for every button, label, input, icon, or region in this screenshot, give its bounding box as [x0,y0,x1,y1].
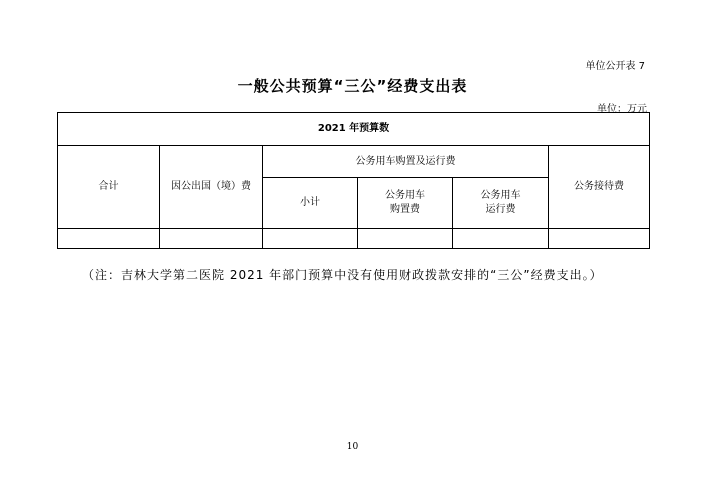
col-total-header: 合计 [58,146,160,229]
col-vehicle-operation-header: 公务用车 运行费 [453,178,549,229]
cell-vehicle-purchase [358,229,453,249]
header-row-1 [58,146,650,178]
year-header-cell: 2021 年预算数 [58,113,650,146]
form-number: 单位公开表 7 [585,61,645,72]
cell-vehicle-operation [453,229,549,249]
footnote: （注：吉林大学第二医院 2021 年部门预算中没有使用财政拨款安排的“三公”经费支出。） [82,268,603,282]
col-abroad-header: 因公出国（境）费 [160,146,263,229]
col-vehicle-purchase-header: 公务用车 购置费 [358,178,453,229]
table-row [58,229,650,249]
year-header-row [58,113,650,146]
budget-table [57,112,650,249]
cell-total [58,229,160,249]
unit-label: 单位：万元 [597,104,647,115]
col-subtotal-header: 小计 [263,178,358,229]
cell-abroad [160,229,263,249]
cell-subtotal [263,229,358,249]
cell-reception [549,229,650,249]
page-number: 10 [346,442,359,452]
col-reception-header: 公务接待费 [549,146,650,229]
col-vehicle-group-header: 公务用车购置及运行费 [263,146,549,178]
page-title: 一般公共预算“三公”经费支出表 [237,77,468,95]
